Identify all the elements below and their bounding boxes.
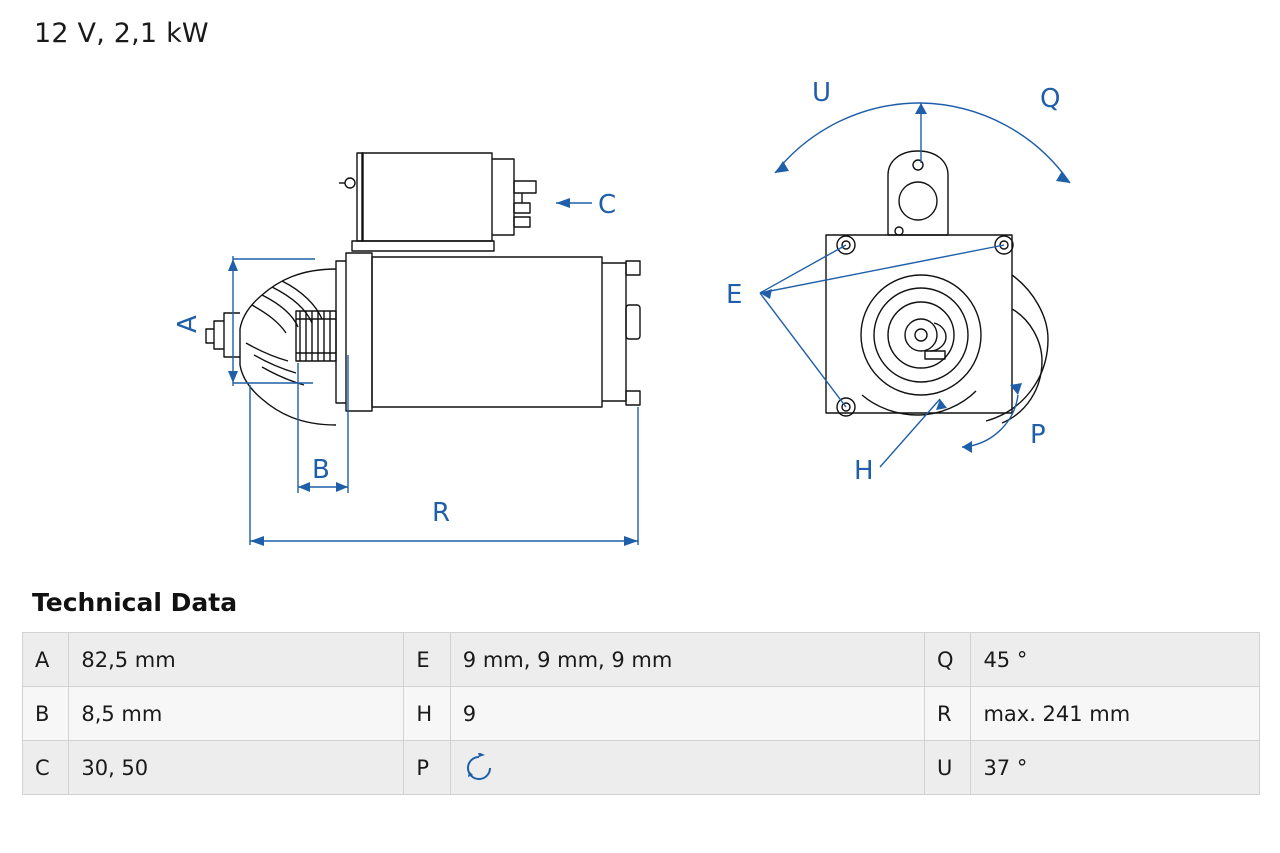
- row-value-a: 82,5 mm: [69, 633, 404, 687]
- row-key-e: E: [404, 633, 450, 687]
- technical-data-table: [22, 632, 1260, 795]
- table-row: [23, 741, 1260, 795]
- row-value-e: 9 mm, 9 mm, 9 mm: [450, 633, 924, 687]
- row-value-p: [450, 741, 924, 795]
- row-key-a: A: [23, 633, 69, 687]
- row-key-q: Q: [925, 633, 971, 687]
- label-Q: Q: [1040, 84, 1061, 114]
- row-key-c: C: [23, 741, 69, 795]
- row-key-r: R: [925, 687, 971, 741]
- rotation-arrow-icon: [463, 753, 497, 783]
- row-value-q: 45 °: [971, 633, 1260, 687]
- row-value-u: 37 °: [971, 741, 1260, 795]
- row-key-p: P: [404, 741, 450, 795]
- row-value-c: 30, 50: [69, 741, 404, 795]
- label-A: A: [173, 315, 203, 333]
- front-view-drawing: [826, 151, 1048, 423]
- technical-drawing: [0, 55, 1280, 575]
- page-title: 12 V, 2,1 kW: [34, 18, 209, 49]
- table-row: [23, 687, 1260, 741]
- label-B: B: [312, 455, 330, 485]
- label-U: U: [812, 78, 832, 108]
- label-E: E: [726, 280, 743, 310]
- row-value-h: 9: [450, 687, 924, 741]
- row-key-b: B: [23, 687, 69, 741]
- row-key-h: H: [404, 687, 450, 741]
- label-P: P: [1030, 420, 1046, 450]
- side-view-dimensions: [228, 198, 638, 546]
- side-view-drawing: [206, 153, 640, 425]
- row-key-u: U: [925, 741, 971, 795]
- label-H: H: [854, 456, 874, 486]
- row-value-b: 8,5 mm: [69, 687, 404, 741]
- table-row: [23, 633, 1260, 687]
- row-value-r: max. 241 mm: [971, 687, 1260, 741]
- label-C: C: [598, 190, 617, 220]
- technical-data-heading: Technical Data: [32, 588, 238, 617]
- label-R: R: [432, 498, 451, 528]
